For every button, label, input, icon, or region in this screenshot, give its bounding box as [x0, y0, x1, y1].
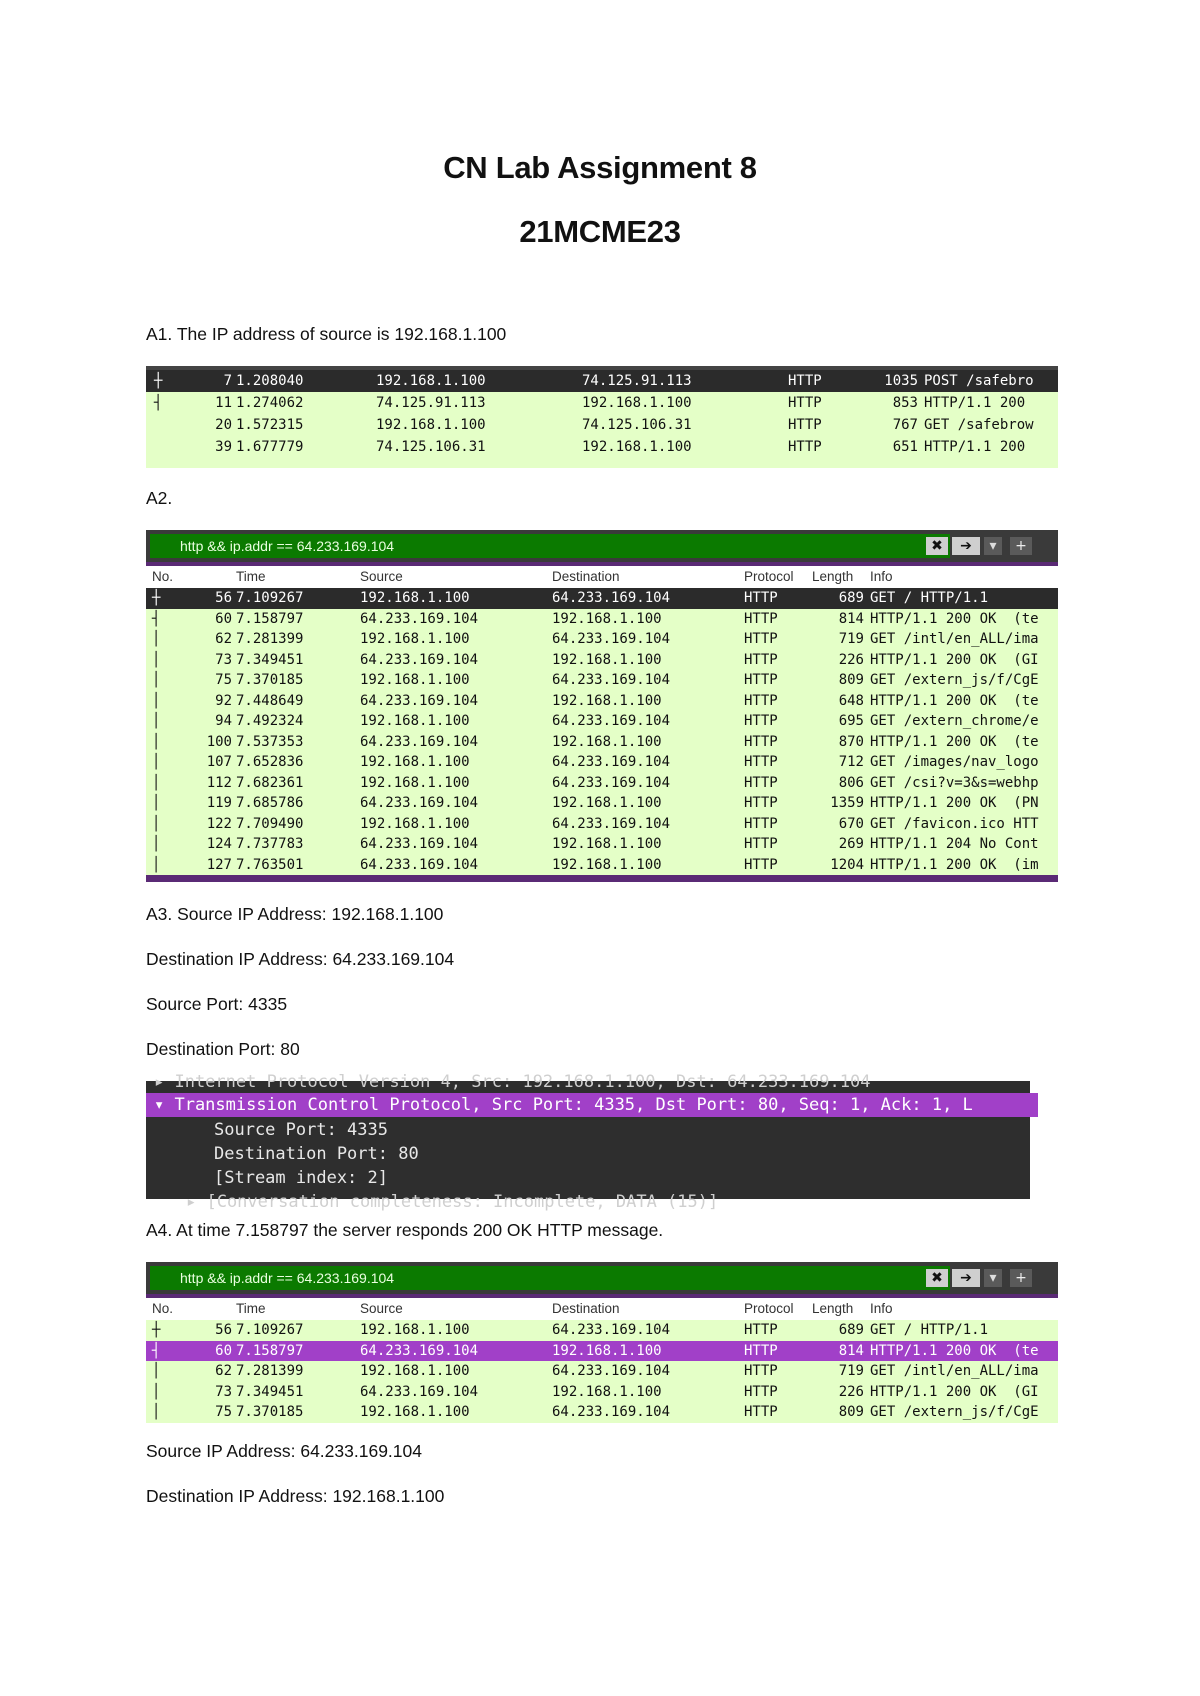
cell-no: 56	[215, 590, 232, 606]
packet-row[interactable]	[146, 855, 1058, 876]
cell-time: 7.652836	[236, 754, 304, 770]
cell-info: GET / HTTP/1.1	[870, 1322, 989, 1338]
conversation-marker: │	[152, 1383, 161, 1400]
student-id: 21MCME23	[519, 214, 681, 249]
conversation-marker: │	[152, 795, 161, 811]
cell-dst: 64.233.169.104	[552, 672, 671, 688]
conversation-marker: ┼	[152, 590, 161, 606]
cell-info: GET /extern_js/f/CgE	[870, 1404, 1039, 1420]
cell-info: HTTP/1.1 200	[924, 395, 1026, 411]
column-header-no[interactable]: No.	[152, 569, 174, 584]
cell-dst: 74.125.91.113	[582, 373, 692, 389]
column-header-info[interactable]: Info	[870, 1301, 893, 1316]
packet-row[interactable]	[146, 588, 1058, 609]
conversation-marker: ┼	[154, 373, 163, 389]
cell-len: 853	[892, 395, 918, 411]
cell-no: 107	[206, 754, 232, 770]
cell-dst: 192.168.1.100	[552, 836, 662, 852]
cell-proto: HTTP	[744, 610, 778, 627]
cell-proto: HTTP	[744, 1342, 778, 1359]
a3-packet-detail-screenshot	[146, 1072, 1030, 1212]
clear-filter-icon[interactable]: ✖	[926, 537, 948, 555]
cell-src: 64.233.169.104	[360, 856, 479, 873]
cell-dst: 64.233.169.104	[552, 1322, 671, 1338]
add-filter-button-icon[interactable]: +	[1010, 1269, 1032, 1287]
cell-time: 7.281399	[236, 631, 304, 647]
cell-info: GET /extern_js/f/CgE	[870, 672, 1039, 688]
conversation-marker: │	[152, 774, 161, 791]
cell-len: 1035	[884, 373, 918, 389]
document-title: CN Lab Assignment 8	[443, 150, 757, 185]
cell-info: GET /intl/en_ALL/ima	[870, 1363, 1039, 1379]
cell-time: 7.737783	[236, 836, 304, 852]
cell-time: 1.572315	[236, 417, 304, 433]
display-filter-input[interactable]: http && ip.addr == 64.233.169.104	[150, 1266, 950, 1290]
cell-time: 7.158797	[236, 1342, 304, 1359]
cell-src: 192.168.1.100	[360, 1322, 470, 1338]
cell-time: 7.763501	[236, 856, 304, 873]
conversation-marker: │	[152, 856, 161, 873]
a4-packet-list-screenshot	[146, 1262, 1058, 1418]
cell-dst: 64.233.169.104	[552, 774, 671, 791]
conversation-marker: │	[152, 1363, 161, 1379]
packet-row[interactable]	[146, 732, 1058, 753]
cell-info: HTTP/1.1 204 No Cont	[870, 836, 1039, 852]
cell-info: GET /safebrow	[924, 417, 1034, 433]
cell-time: 7.682361	[236, 774, 304, 791]
cell-proto: HTTP	[788, 439, 822, 455]
packet-row[interactable]	[146, 1341, 1058, 1362]
cell-time: 1.274062	[236, 395, 304, 411]
cell-time: 7.109267	[236, 1322, 304, 1338]
column-header-protocol[interactable]: Protocol	[744, 569, 794, 584]
a4-answer: A4. At time 7.158797 the server responds 200 OK HTTP message.	[146, 1220, 664, 1240]
cell-no: 112	[206, 774, 232, 791]
filter-dropdown-icon[interactable]: ▾	[984, 1269, 1002, 1287]
column-header-protocol[interactable]: Protocol	[744, 1301, 794, 1316]
cell-len: 719	[838, 631, 864, 647]
cell-info: HTTP/1.1 200	[924, 439, 1026, 455]
packet-row[interactable]	[146, 1382, 1058, 1403]
packet-row[interactable]	[146, 814, 1058, 835]
cell-src: 74.125.91.113	[376, 395, 486, 411]
packet-row[interactable]	[146, 392, 1058, 414]
cell-no: 100	[206, 733, 232, 750]
cell-proto: HTTP	[788, 417, 822, 433]
cell-len: 814	[838, 610, 864, 627]
conversation-marker: │	[152, 713, 161, 729]
packet-row[interactable]	[146, 436, 1058, 458]
cell-no: 122	[206, 815, 232, 832]
cell-no: 11	[215, 395, 232, 411]
cell-time: 1.208040	[236, 373, 304, 389]
cell-len: 226	[838, 651, 864, 668]
conversation-marker: │	[152, 672, 161, 688]
cell-src: 64.233.169.104	[360, 610, 479, 627]
cell-proto: HTTP	[744, 672, 778, 688]
a3-destination-ip: Destination IP Address: 64.233.169.104	[146, 949, 455, 969]
cell-no: 73	[215, 1383, 232, 1400]
cell-info: GET /extern_chrome/e	[870, 713, 1039, 729]
display-filter-input[interactable]: http && ip.addr == 64.233.169.104	[150, 534, 950, 558]
cell-info: HTTP/1.1 200 OK (GI	[870, 651, 1039, 668]
packet-row[interactable]	[146, 834, 1058, 855]
cell-dst: 64.233.169.104	[552, 713, 671, 729]
conversation-marker: │	[152, 836, 161, 852]
cell-proto: HTTP	[744, 795, 778, 811]
cell-src: 64.233.169.104	[360, 692, 479, 709]
packet-row[interactable]	[146, 414, 1058, 436]
cell-src: 64.233.169.104	[360, 1383, 479, 1400]
conversation-marker: ┤	[152, 1342, 161, 1359]
a1-packet-list-screenshot	[146, 366, 1058, 468]
tcp-layer-line[interactable]: ▾ Transmission Control Protocol, Src Port: 4335, Dst Port: 80, Seq: 1, Ack: 1, L	[146, 1093, 1038, 1117]
conversation-marker: ┤	[152, 610, 161, 627]
conversation-marker: │	[152, 631, 161, 647]
packet-row[interactable]	[146, 691, 1058, 712]
cell-len: 809	[838, 1404, 864, 1420]
cell-src: 192.168.1.100	[360, 672, 470, 688]
column-header-destination[interactable]: Destination	[552, 569, 620, 584]
cell-info: HTTP/1.1 200 OK (te	[870, 692, 1039, 709]
cell-info: GET / HTTP/1.1	[870, 590, 989, 606]
cell-src: 192.168.1.100	[360, 1404, 470, 1420]
cell-time: 7.492324	[236, 713, 304, 729]
cell-time: 7.370185	[236, 1404, 304, 1420]
packet-row[interactable]	[146, 711, 1058, 732]
column-header-time[interactable]: Time	[236, 569, 266, 584]
cell-no: 127	[206, 856, 232, 873]
cell-src: 64.233.169.104	[360, 733, 479, 750]
cell-len: 648	[838, 692, 864, 709]
cell-dst: 74.125.106.31	[582, 417, 692, 433]
cell-len: 1204	[830, 856, 864, 873]
cell-info: HTTP/1.1 200 OK (PN	[870, 795, 1039, 811]
cell-len: 767	[892, 417, 918, 433]
cell-no: 7	[223, 373, 232, 389]
cell-len: 689	[838, 590, 864, 606]
cell-src: 74.125.106.31	[376, 439, 486, 455]
cell-dst: 192.168.1.100	[552, 856, 662, 873]
cell-time: 7.281399	[236, 1363, 304, 1379]
cell-src: 64.233.169.104	[360, 1342, 479, 1359]
conversation-marker: │	[152, 1404, 161, 1420]
cell-proto: HTTP	[744, 856, 778, 873]
cell-no: 60	[215, 610, 232, 627]
cell-no: 75	[215, 1404, 232, 1420]
cell-dst: 192.168.1.100	[552, 651, 662, 668]
cell-dst: 192.168.1.100	[552, 733, 662, 750]
cell-src: 64.233.169.104	[360, 651, 479, 668]
cell-len: 670	[838, 815, 864, 832]
cell-len: 1359	[830, 795, 864, 811]
cell-info: GET /images/nav_logo	[870, 754, 1039, 770]
a4-source-ip: Source IP Address: 64.233.169.104	[146, 1441, 422, 1461]
packet-row[interactable]	[146, 793, 1058, 814]
packet-row[interactable]	[146, 370, 1058, 392]
cell-dst: 192.168.1.100	[552, 795, 662, 811]
a3-destination-port: Destination Port: 80	[146, 1039, 300, 1059]
clear-filter-icon[interactable]: ✖	[926, 1269, 948, 1287]
cell-dst: 64.233.169.104	[552, 815, 671, 832]
cell-len: 712	[838, 754, 864, 770]
cell-len: 695	[838, 713, 864, 729]
a3-source-port: Source Port: 4335	[146, 994, 288, 1014]
cell-src: 192.168.1.100	[376, 373, 486, 389]
conversation-marker: │	[152, 754, 161, 770]
cell-time: 7.448649	[236, 692, 304, 709]
column-header	[146, 1298, 1058, 1320]
add-filter-button-icon[interactable]: +	[1010, 537, 1032, 555]
a2-label: A2.	[146, 488, 173, 508]
cell-proto: HTTP	[744, 590, 778, 606]
column-header-destination[interactable]: Destination	[552, 1301, 620, 1316]
conversation-marker: ┤	[154, 395, 163, 411]
cell-no: 75	[215, 672, 232, 688]
stream-index-field[interactable]: [Stream index: 2]	[214, 1168, 388, 1188]
conversation-marker: │	[152, 815, 161, 832]
cell-proto: HTTP	[744, 692, 778, 709]
cell-no: 92	[215, 692, 232, 709]
cell-no: 62	[215, 631, 232, 647]
cell-info: GET /favicon.ico HTT	[870, 815, 1039, 832]
cell-info: HTTP/1.1 200 OK (te	[870, 1342, 1039, 1359]
conversation-marker: ┼	[152, 1322, 161, 1338]
column-header-source[interactable]: Source	[360, 569, 403, 584]
cell-proto: HTTP	[744, 651, 778, 668]
cell-proto: HTTP	[744, 1322, 778, 1338]
cell-info: GET /csi?v=3&s=webhp	[870, 774, 1039, 791]
cell-src: 192.168.1.100	[360, 774, 470, 791]
apply-filter-icon[interactable]: ➔	[952, 1269, 980, 1287]
column-header-no[interactable]: No.	[152, 1301, 174, 1316]
cell-info: GET /intl/en_ALL/ima	[870, 631, 1039, 647]
cell-info: HTTP/1.1 200 OK (te	[870, 733, 1039, 750]
conversation-marker: │	[152, 651, 161, 668]
source-port-field[interactable]: Source Port: 4335	[214, 1120, 388, 1140]
cell-len: 226	[838, 1383, 864, 1400]
a2-packet-list-screenshot	[146, 530, 1058, 882]
cell-no: 73	[215, 651, 232, 668]
cell-src: 192.168.1.100	[376, 417, 486, 433]
packet-row[interactable]	[146, 1402, 1058, 1423]
cell-len: 870	[838, 733, 864, 750]
cell-dst: 192.168.1.100	[552, 692, 662, 709]
cell-src: 64.233.169.104	[360, 795, 479, 811]
cell-info: HTTP/1.1 200 OK (GI	[870, 1383, 1039, 1400]
cell-proto: HTTP	[744, 1383, 778, 1400]
cell-proto: HTTP	[788, 373, 822, 389]
cell-time: 7.709490	[236, 815, 304, 832]
cell-proto: HTTP	[744, 836, 778, 852]
cell-src: 192.168.1.100	[360, 590, 470, 606]
cell-proto: HTTP	[788, 395, 822, 411]
a3-source-ip: A3. Source IP Address: 192.168.1.100	[146, 904, 444, 924]
column-header-length[interactable]: Length	[812, 569, 854, 584]
cell-dst: 64.233.169.104	[552, 590, 671, 606]
packet-row[interactable]	[146, 1320, 1058, 1341]
destination-port-field[interactable]: Destination Port: 80	[214, 1144, 419, 1164]
cell-dst: 64.233.169.104	[552, 1404, 671, 1420]
cell-time: 7.349451	[236, 651, 304, 668]
ip-layer-line[interactable]: ▸ Internet Protocol Version 4, Src: 192.168.1.100, Dst: 64.233.169.104	[154, 1072, 871, 1092]
cell-src: 192.168.1.100	[360, 1363, 470, 1379]
column-header	[146, 566, 1058, 588]
cell-no: 124	[206, 836, 232, 852]
cell-len: 809	[838, 672, 864, 688]
cell-src: 192.168.1.100	[360, 631, 470, 647]
cell-src: 192.168.1.100	[360, 815, 470, 832]
packet-row[interactable]	[146, 1361, 1058, 1382]
cell-dst: 192.168.1.100	[552, 1342, 662, 1359]
cell-proto: HTTP	[744, 1404, 778, 1420]
cell-len: 719	[838, 1363, 864, 1379]
column-header-source[interactable]: Source	[360, 1301, 403, 1316]
cell-time: 7.109267	[236, 590, 304, 606]
cell-src: 192.168.1.100	[360, 754, 470, 770]
cell-time: 1.677779	[236, 439, 304, 455]
cell-time: 7.349451	[236, 1383, 304, 1400]
cell-dst: 192.168.1.100	[582, 439, 692, 455]
cell-no: 119	[206, 795, 232, 811]
cell-dst: 192.168.1.100	[552, 610, 662, 627]
cell-proto: HTTP	[744, 1363, 778, 1379]
cell-len: 689	[838, 1322, 864, 1338]
cell-time: 7.158797	[236, 610, 304, 627]
cell-len: 814	[838, 1342, 864, 1359]
cell-dst: 64.233.169.104	[552, 631, 671, 647]
cell-no: 60	[215, 1342, 232, 1359]
cell-proto: HTTP	[744, 815, 778, 832]
packet-row[interactable]	[146, 752, 1058, 773]
packet-row[interactable]	[146, 650, 1058, 671]
cell-no: 39	[215, 439, 232, 455]
cell-time: 7.370185	[236, 672, 304, 688]
cell-proto: HTTP	[744, 774, 778, 791]
cell-info: HTTP/1.1 200 OK (te	[870, 610, 1039, 627]
cell-no: 20	[215, 417, 232, 433]
cell-len: 651	[892, 439, 918, 455]
cell-time: 7.685786	[236, 795, 304, 811]
cell-info: POST /safebro	[924, 373, 1034, 389]
cell-proto: HTTP	[744, 733, 778, 750]
cell-dst: 64.233.169.104	[552, 1363, 671, 1379]
cell-no: 94	[215, 713, 232, 729]
apply-filter-icon[interactable]: ➔	[952, 537, 980, 555]
cell-len: 269	[838, 836, 864, 852]
cell-src: 192.168.1.100	[360, 713, 470, 729]
a1-answer: A1. The IP address of source is 192.168.1.100	[146, 324, 507, 344]
packet-row[interactable]	[146, 629, 1058, 650]
cell-no: 56	[215, 1322, 232, 1338]
cell-no: 62	[215, 1363, 232, 1379]
cell-dst: 64.233.169.104	[552, 754, 671, 770]
conversation-marker: │	[152, 733, 161, 750]
cell-proto: HTTP	[744, 631, 778, 647]
column-header-time[interactable]: Time	[236, 1301, 266, 1316]
cell-proto: HTTP	[744, 754, 778, 770]
cell-len: 806	[838, 774, 864, 791]
a4-destination-ip: Destination IP Address: 192.168.1.100	[146, 1486, 445, 1506]
conversation-completeness-field[interactable]: ▸ [Conversation completeness: Incomplete, DATA (15)]	[186, 1192, 719, 1212]
conversation-marker: │	[152, 692, 161, 709]
cell-proto: HTTP	[744, 713, 778, 729]
cell-dst: 192.168.1.100	[582, 395, 692, 411]
cell-src: 64.233.169.104	[360, 836, 479, 852]
cell-info: HTTP/1.1 200 OK (im	[870, 856, 1039, 873]
packet-row[interactable]	[146, 670, 1058, 691]
packet-row[interactable]	[146, 773, 1058, 794]
cell-dst: 192.168.1.100	[552, 1383, 662, 1400]
packet-row[interactable]	[146, 609, 1058, 630]
filter-dropdown-icon[interactable]: ▾	[984, 537, 1002, 555]
column-header-info[interactable]: Info	[870, 569, 893, 584]
column-header-length[interactable]: Length	[812, 1301, 854, 1316]
cell-time: 7.537353	[236, 733, 304, 750]
